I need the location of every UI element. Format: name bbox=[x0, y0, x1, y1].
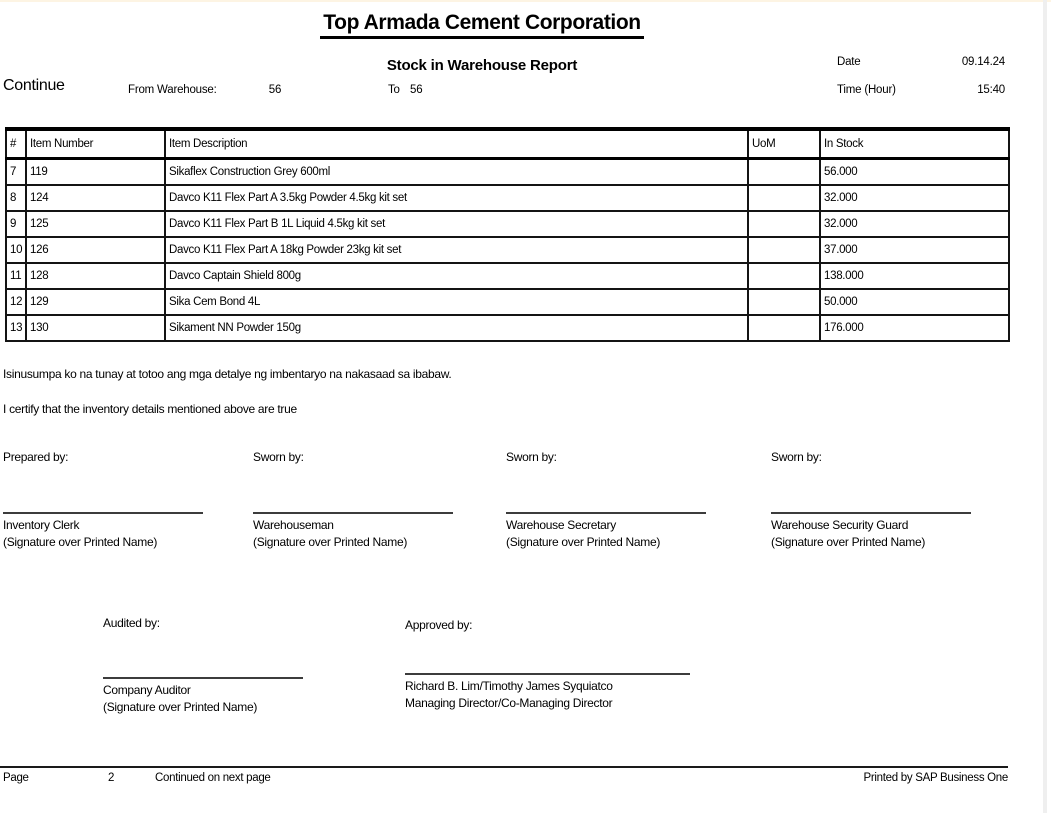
audited-by-block bbox=[103, 616, 393, 716]
signature-heading: Sworn by: bbox=[771, 450, 822, 464]
table-header-row bbox=[6, 129, 1009, 159]
signature-line bbox=[3, 512, 203, 514]
cell-item-number: 128 bbox=[26, 263, 165, 289]
cell-in-stock: 50.000 bbox=[820, 289, 1009, 315]
signature-block-sworn-security-guard bbox=[771, 450, 1016, 551]
cell-num: 10 bbox=[6, 237, 26, 263]
signature-line bbox=[771, 512, 971, 514]
footer-rule bbox=[0, 766, 1008, 768]
cell-num: 9 bbox=[6, 211, 26, 237]
signature-name: Warehouse Secretary bbox=[506, 518, 616, 532]
signature-block-sworn-warehouseman bbox=[253, 450, 498, 551]
signature-name: Inventory Clerk bbox=[3, 518, 80, 532]
from-warehouse-value: 56 bbox=[268, 84, 282, 96]
cell-item-number: 130 bbox=[26, 315, 165, 341]
cell-uom bbox=[748, 211, 820, 237]
from-warehouse-label: From Warehouse: bbox=[128, 84, 217, 96]
table-row bbox=[6, 263, 1009, 289]
to-label: To bbox=[388, 84, 400, 96]
cell-uom bbox=[748, 159, 820, 186]
cell-num: 7 bbox=[6, 159, 26, 186]
auditor-name: Company Auditor bbox=[103, 683, 191, 697]
cell-uom bbox=[748, 315, 820, 341]
cell-uom bbox=[748, 289, 820, 315]
footer-continued-text: Continued on next page bbox=[155, 772, 271, 784]
signature-heading: Sworn by: bbox=[253, 450, 304, 464]
signature-note: (Signature over Printed Name) bbox=[771, 535, 926, 549]
cell-uom bbox=[748, 263, 820, 289]
table-row bbox=[6, 289, 1009, 315]
cell-description: Davco Captain Shield 800g bbox=[165, 263, 748, 289]
date-value: 09.14.24 bbox=[961, 56, 1005, 68]
col-header-description: Item Description bbox=[165, 129, 748, 159]
cell-in-stock: 176.000 bbox=[820, 315, 1009, 341]
certification-english: I certify that the inventory details mentioned above are true bbox=[3, 402, 297, 416]
table-row bbox=[6, 185, 1009, 211]
date-label: Date bbox=[837, 56, 861, 68]
table-row bbox=[6, 315, 1009, 341]
col-header-num: # bbox=[6, 129, 26, 159]
signature-line bbox=[103, 677, 303, 679]
company-title-band bbox=[0, 11, 964, 39]
company-title: Top Armada Cement Corporation bbox=[320, 11, 643, 39]
col-header-item-number: Item Number bbox=[26, 129, 165, 159]
cell-description: Sikaflex Construction Grey 600ml bbox=[165, 159, 748, 186]
approved-by-heading: Approved by: bbox=[405, 618, 473, 632]
cell-description: Sika Cem Bond 4L bbox=[165, 289, 748, 315]
signature-name: Warehouse Security Guard bbox=[771, 518, 909, 532]
signature-line bbox=[506, 512, 706, 514]
signature-note: (Signature over Printed Name) bbox=[3, 535, 158, 549]
approved-by-block bbox=[405, 618, 725, 712]
approver-titles: Managing Director/Co-Managing Director bbox=[405, 696, 613, 710]
cell-description: Davco K11 Flex Part A 3.5kg Powder 4.5kg kit set bbox=[165, 185, 748, 211]
cell-in-stock: 37.000 bbox=[820, 237, 1009, 263]
cell-description: Sikament NN Powder 150g bbox=[165, 315, 748, 341]
auditor-note: (Signature over Printed Name) bbox=[103, 700, 258, 714]
footer-page-label: Page bbox=[3, 772, 29, 784]
to-value: 56 bbox=[410, 84, 423, 96]
audited-by-heading: Audited by: bbox=[103, 616, 160, 630]
cell-num: 11 bbox=[6, 263, 26, 289]
time-label: Time (Hour) bbox=[837, 84, 896, 96]
signature-block-sworn-secretary bbox=[506, 450, 751, 551]
signature-block-prepared-by bbox=[3, 450, 248, 551]
signature-line bbox=[253, 512, 453, 514]
signature-name: Warehouseman bbox=[253, 518, 334, 532]
time-value: 15:40 bbox=[977, 84, 1005, 96]
cell-in-stock: 32.000 bbox=[820, 211, 1009, 237]
cell-description: Davco K11 Flex Part B 1L Liquid 4.5kg kit set bbox=[165, 211, 748, 237]
cell-in-stock: 56.000 bbox=[820, 159, 1009, 186]
table-row bbox=[6, 211, 1009, 237]
signature-heading: Prepared by: bbox=[3, 450, 69, 464]
page-right-edge bbox=[1043, 0, 1047, 813]
stock-table bbox=[5, 127, 1010, 342]
signature-heading: Sworn by: bbox=[506, 450, 557, 464]
cell-num: 13 bbox=[6, 315, 26, 341]
table-row bbox=[6, 159, 1009, 186]
cell-num: 8 bbox=[6, 185, 26, 211]
cell-item-number: 124 bbox=[26, 185, 165, 211]
cell-in-stock: 138.000 bbox=[820, 263, 1009, 289]
cell-in-stock: 32.000 bbox=[820, 185, 1009, 211]
cell-uom bbox=[748, 185, 820, 211]
cell-description: Davco K11 Flex Part A 18kg Powder 23kg kit set bbox=[165, 237, 748, 263]
footer-printed-by: Printed by SAP Business One bbox=[863, 772, 1008, 784]
cell-item-number: 129 bbox=[26, 289, 165, 315]
table-row bbox=[6, 237, 1009, 263]
report-title: Stock in Warehouse Report bbox=[386, 57, 578, 74]
page-top-edge bbox=[0, 0, 1051, 2]
col-header-in-stock: In Stock bbox=[820, 129, 1009, 159]
cell-item-number: 119 bbox=[26, 159, 165, 186]
signature-note: (Signature over Printed Name) bbox=[253, 535, 408, 549]
footer-page-number: 2 bbox=[108, 772, 115, 784]
signature-note: (Signature over Printed Name) bbox=[506, 535, 661, 549]
cell-item-number: 125 bbox=[26, 211, 165, 237]
certification-tagalog: Isinusumpa ko na tunay at totoo ang mga detalye ng imbentaryo na nakasaad sa ibabaw. bbox=[3, 367, 452, 381]
cell-item-number: 126 bbox=[26, 237, 165, 263]
cell-uom bbox=[748, 237, 820, 263]
signature-line bbox=[405, 673, 690, 675]
continue-label: Continue bbox=[3, 77, 65, 94]
col-header-uom: UoM bbox=[748, 129, 820, 159]
approver-names: Richard B. Lim/Timothy James Syquiatco bbox=[405, 679, 613, 693]
cell-num: 12 bbox=[6, 289, 26, 315]
